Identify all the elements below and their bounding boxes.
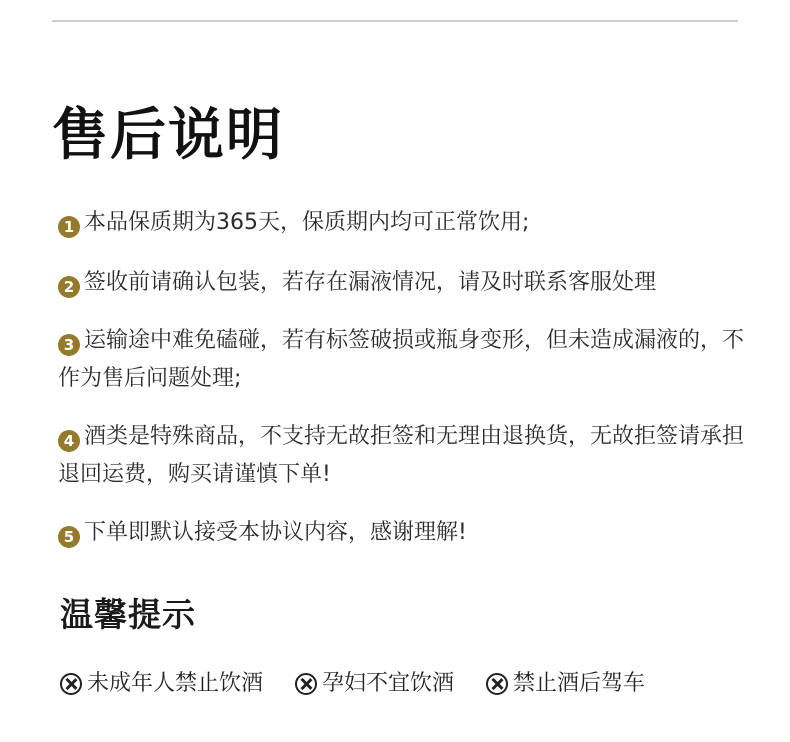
warning-pregnancy	[295, 664, 454, 704]
top-divider	[52, 20, 738, 22]
term-text: 本品保质期为365天，保质期内均可正常饮用;	[84, 210, 530, 235]
term-item-5	[58, 514, 748, 552]
term-item-1	[58, 204, 748, 242]
term-item-2	[58, 264, 748, 302]
prohibited-icon	[60, 673, 82, 695]
warning-text: 孕妇不宜饮酒	[322, 671, 455, 696]
number-badge-icon: 1	[58, 216, 80, 238]
prohibited-icon	[486, 673, 508, 695]
term-text: 酒类是特殊商品，不支持无故拒签和无理由退换货，无故拒签请承担退回运费，购买请谨慎下单!	[58, 424, 745, 487]
term-item-3	[58, 322, 748, 398]
warning-drink-driving	[486, 664, 645, 704]
terms-list	[58, 204, 748, 572]
tips-heading: 温馨提示	[60, 595, 196, 634]
term-text: 运输途中难免磕碰，若有标签破损或瓶身变形，但未造成漏液的，不作为售后问题处理;	[58, 328, 745, 391]
number-badge-icon: 4	[58, 430, 80, 452]
warning-no-minors	[60, 664, 263, 704]
number-badge-icon: 5	[58, 526, 80, 548]
term-text: 签收前请确认包装，若存在漏液情况，请及时联系客服处理	[84, 270, 657, 295]
prohibited-icon	[295, 673, 317, 695]
warning-text: 未成年人禁止饮酒	[87, 671, 264, 696]
number-badge-icon: 3	[58, 334, 80, 356]
term-item-4	[58, 418, 748, 494]
page-title: 售后说明	[52, 103, 284, 168]
warning-text: 禁止酒后驾车	[513, 671, 646, 696]
number-badge-icon: 2	[58, 276, 80, 298]
term-text: 下单即默认接受本协议内容，感谢理解!	[84, 520, 467, 545]
warning-list	[60, 664, 677, 704]
